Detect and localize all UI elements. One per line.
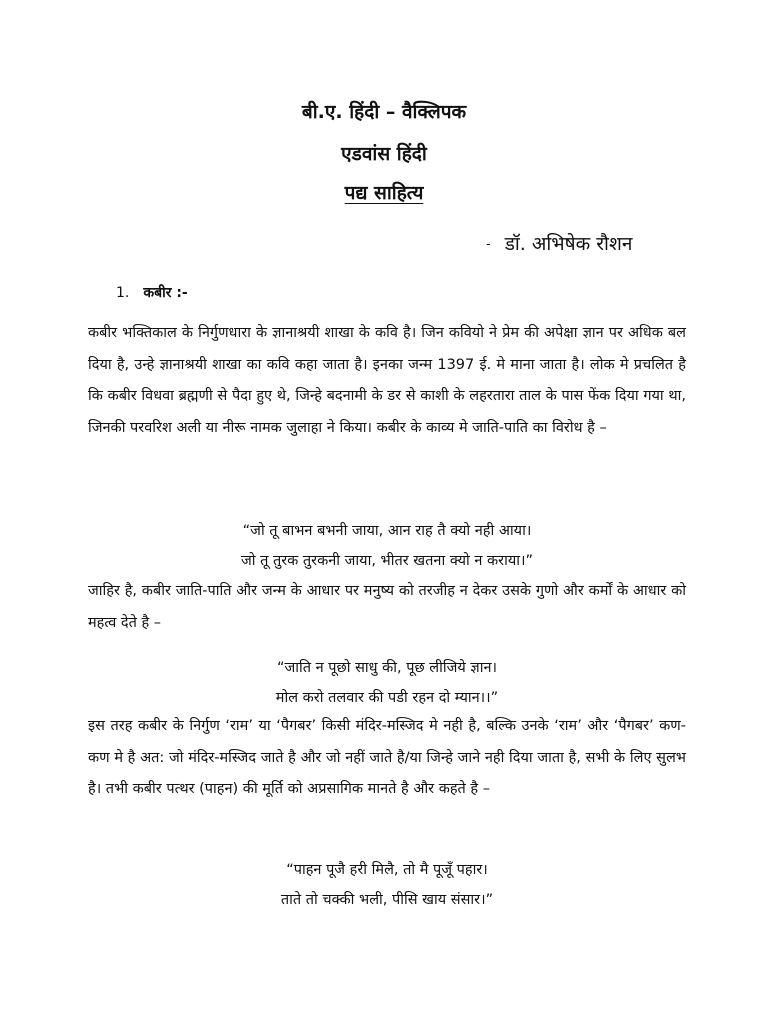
quote-2-line-1: “जाति न पूछो साधु की, पूछ लीजिये ज्ञान। <box>277 660 497 676</box>
section-title: कबीर :- <box>143 285 188 301</box>
quote-1 <box>88 516 686 576</box>
section-number: 1. <box>116 285 130 301</box>
quote-3-line-2: ताते तो चक्की भली, पीसि खाय संसार।” <box>280 892 494 908</box>
author-name: डॉ. अभिषेक रौशन <box>504 233 633 255</box>
title-line-3: पद्य साहित्य <box>344 182 424 204</box>
paragraph-3: इस तरह कबीर के निर्गुण ‘राम’ या ‘पैगबर’ किसी मंदिर-मस्जिद मे नही है, बल्कि उनके ‘राम’ और ‘पैगबर’ कण-कण मे है अत: जो मंदिर-मस्जिद जाते है और जो नहीं जाते है/या जिन्हे जाने नही दिया जाता है, सभी के लिए सुलभ है। तभी कबीर पत्थर (पाहन) की मूर्ति को अप्रसागिक मानते है और कहते है – <box>88 718 686 797</box>
paragraph-1: कबीर भक्तिकाल के निर्गुणधारा के ज्ञानाश्रयी शाखा के कवि है। जिन कवियो ने प्रेम की अपेक्षा ज्ञान पर अधिक बल दिया है, उन्हे ज्ञानाश्रयी शाखा का कवि कहा जाता है। इनका जन्म 1397 ई. मे माना जाता है। लोक मे प्रचलित है कि कबीर विधवा ब्रह्मणी से पैदा हुए थे, जिन्हे बदनामी के डर से काशी के लहरतारा ताल के पास फेंक दिया गया था, जिनकी परवरिश अली या नीरू नामक जुलाहा ने किया। कबीर के काव्य मे जाति-पाति का विरोध है – <box>88 325 686 436</box>
section-heading <box>116 283 188 303</box>
quote-1-line-2: जो तू तुरक तुरकनी जाया, भीतर खतना क्यो न कराया।” <box>240 553 534 569</box>
quote-2-line-2: मोल करो तलवार की पडी रहन दो म्यान।।” <box>275 690 499 706</box>
quote-2 <box>88 653 686 713</box>
quote-3 <box>88 855 686 915</box>
title-line-1: बी.ए. हिंदी – वैक्लिपक <box>301 101 467 123</box>
author-line <box>486 230 632 259</box>
quote-3-line-1: “पाहन पूजै हरी मिलै, तो मै पूजूँ पहार। <box>286 862 488 878</box>
quote-1-line-1: “जो तू बाभन बभनी जाया, आन राह तै क्यो नही आया। <box>242 523 532 539</box>
author-dash: - <box>486 237 491 252</box>
paragraph-2: जाहिर है, कबीर जाति-पाति और जन्म के आधार पर मनुष्य को तरजीह न देकर उसके गुणो और कर्मों के आधार को महत्व देते है – <box>88 583 686 631</box>
title-line-2: एडवांस हिंदी <box>341 143 427 165</box>
